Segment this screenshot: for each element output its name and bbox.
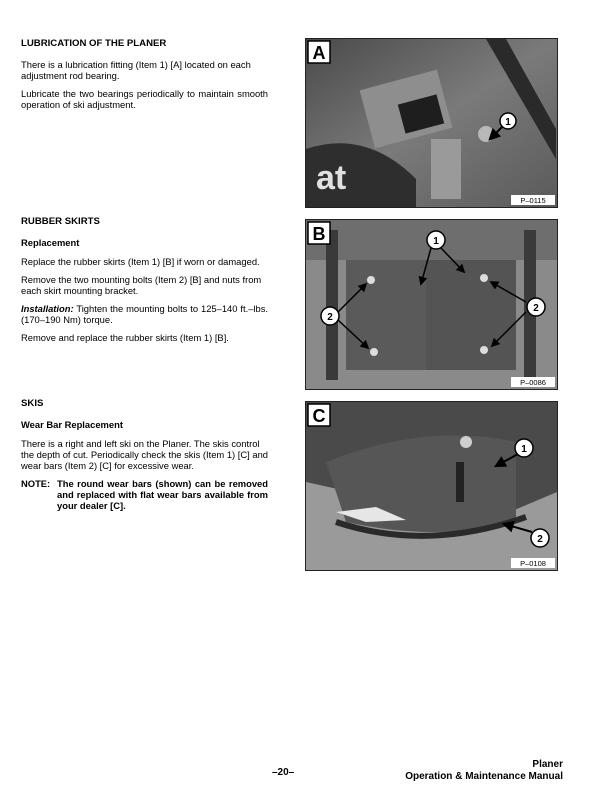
figure-a-photo [306,39,557,207]
rubber-skirts-para-4: Remove and replace the rubber skirts (Item 1) [B]. [21,332,229,343]
footer-title-block [405,759,563,783]
figure-c-code: P–0108 [520,559,546,568]
note-label: NOTE: [21,478,51,489]
figure-c-callout-1-label: 1 [521,444,527,455]
lubrication-para-2: Lubricate the two bearings periodically to maintain smooth operation of ski adjustment. [21,88,268,110]
figure-c-callout-2-label: 2 [537,534,543,545]
installation-label: Installation: [21,303,74,314]
figure-a-callout-1-label: 1 [505,117,511,128]
figure-c [305,401,558,571]
installation-text: Tighten the mounting bolts to 125–140 ft.–lbs. (170–190 Nm) torque. [21,303,268,325]
figure-b-letter: B [312,224,326,244]
rubber-skirts-para-1: Replace the rubber skirts (Item 1) [B] if worn or damaged. [21,256,260,267]
lubrication-para-1: There is a lubrication fitting (Item 1) [A] located on each adjustment rod bearing. [21,59,251,81]
figure-a-overlay-text: at [316,159,347,197]
figure-a [305,38,558,208]
figure-c-photo [306,402,557,570]
figure-b-photo [306,220,557,389]
figure-a-letter: A [312,43,326,63]
figure-b [305,219,558,390]
figure-b-code: P–0086 [520,378,546,387]
installation-paragraph [21,303,268,325]
subheading-replacement: Replacement [21,237,80,248]
note-block [21,478,268,511]
footer-product: Planer [532,759,563,770]
rubber-skirts-para-2: Remove the two mounting bolts (Item 2) [B] and nuts from each skirt mounting bracket. [21,274,262,296]
skis-para-1: There is a right and left ski on the Planer. The skis control the depth of cut. Periodically check the skis (Item 1) [C] and wear bars (Item 2) [C] for excessive wear. [21,438,268,471]
figure-a-code: P–0115 [520,196,546,205]
page-number: –20– [272,767,295,778]
section-lubrication [21,38,268,117]
figure-b-callout-2-right-label: 2 [533,303,539,314]
section-skis [21,398,268,511]
note-text: The round wear bars (shown) can be removed and replaced with flat wear bars available from your dealer [C]. [57,478,268,511]
figure-c-letter: C [312,406,326,426]
heading-skis: SKIS [21,398,44,409]
subheading-wear-bar-replacement: Wear Bar Replacement [21,419,123,430]
heading-lubrication: LUBRICATION OF THE PLANER [21,38,167,49]
heading-rubber-skirts: RUBBER SKIRTS [21,216,100,227]
figure-b-callout-2-left-label: 2 [327,312,333,323]
footer-manual: Operation & Maintenance Manual [405,771,563,782]
section-rubber-skirts [21,216,268,350]
figure-b-callout-1-label: 1 [433,236,439,247]
